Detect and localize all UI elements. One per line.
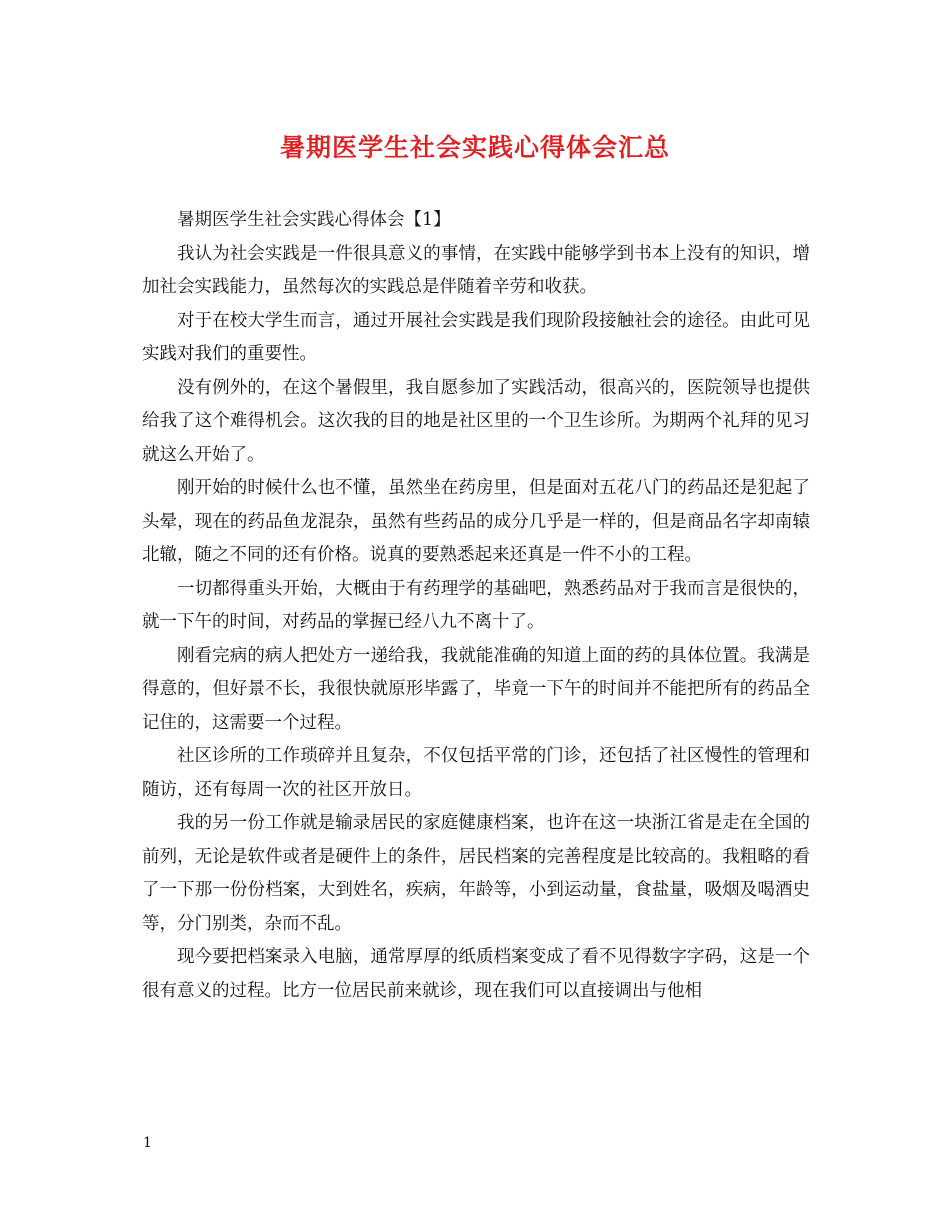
page-number: 1 bbox=[143, 1135, 152, 1151]
paragraph: 社区诊所的工作琐碎并且复杂，不仅包括平常的门诊，还包括了社区慢性的管理和随访，还有每周一次的社区开放日。 bbox=[142, 746, 810, 800]
paragraph: 刚开始的时候什么也不懂，虽然坐在药房里，但是面对五花八门的药品还是犯起了头晕，现在的药品鱼龙混杂，虽然有些药品的成分几乎是一样的，但是商品名字却南辕北辙，随之不同的还有价格。说真的要熟悉起来还真是一件不小的工程。 bbox=[142, 478, 810, 565]
paragraph: 一切都得重头开始，大概由于有药理学的基础吧，熟悉药品对于我而言是很快的，就一下午的时间，对药品的掌握已经八九不离十了。 bbox=[142, 578, 810, 632]
paragraph: 刚看完病的病人把处方一递给我，我就能准确的知道上面的药的具体位置。我满是得意的，但好景不长，我很快就原形毕露了，毕竟一下午的时间并不能把所有的药品全记住的，这需要一个过程。 bbox=[142, 645, 810, 733]
paragraph: 现今要把档案录入电脑，通常厚厚的纸质档案变成了看不见得数字字码，这是一个很有意义的过程。比方一位居民前来就诊，现在我们可以直接调出与他相 bbox=[142, 947, 810, 1001]
paragraph: 没有例外的，在这个暑假里，我自愿参加了实践活动，很高兴的，医院领导也提供给我了这个难得机会。这次我的目的地是社区里的一个卫生诊所。为期两个礼拜的见习就这么开始了。 bbox=[142, 377, 810, 465]
document-body bbox=[142, 204, 810, 1008]
paragraph: 我的另一份工作就是输录居民的家庭健康档案，也许在这一块浙江省是走在全国的前列，无论是软件或者是硬件上的条件，居民档案的完善程度是比较高的。我粗略的看了一下那一份份档案，大到姓名，疾病，年龄等，小到运动量，食盐量，吸烟及喝酒史等，分门别类，杂而不乱。 bbox=[142, 813, 810, 934]
paragraph-section-heading: 暑期医学生社会实践心得体会【1】 bbox=[177, 210, 451, 230]
paragraph: 对于在校大学生而言，通过开展社会实践是我们现阶段接触社会的途径。由此可见实践对我们的重要性。 bbox=[142, 310, 810, 364]
paragraph: 我认为社会实践是一件很具意义的事情，在实践中能够学到书本上没有的知识，增加社会实践能力，虽然每次的实践总是伴随着辛劳和收获。 bbox=[142, 243, 810, 297]
document-title: 暑期医学生社会实践心得体会汇总 bbox=[279, 133, 670, 162]
